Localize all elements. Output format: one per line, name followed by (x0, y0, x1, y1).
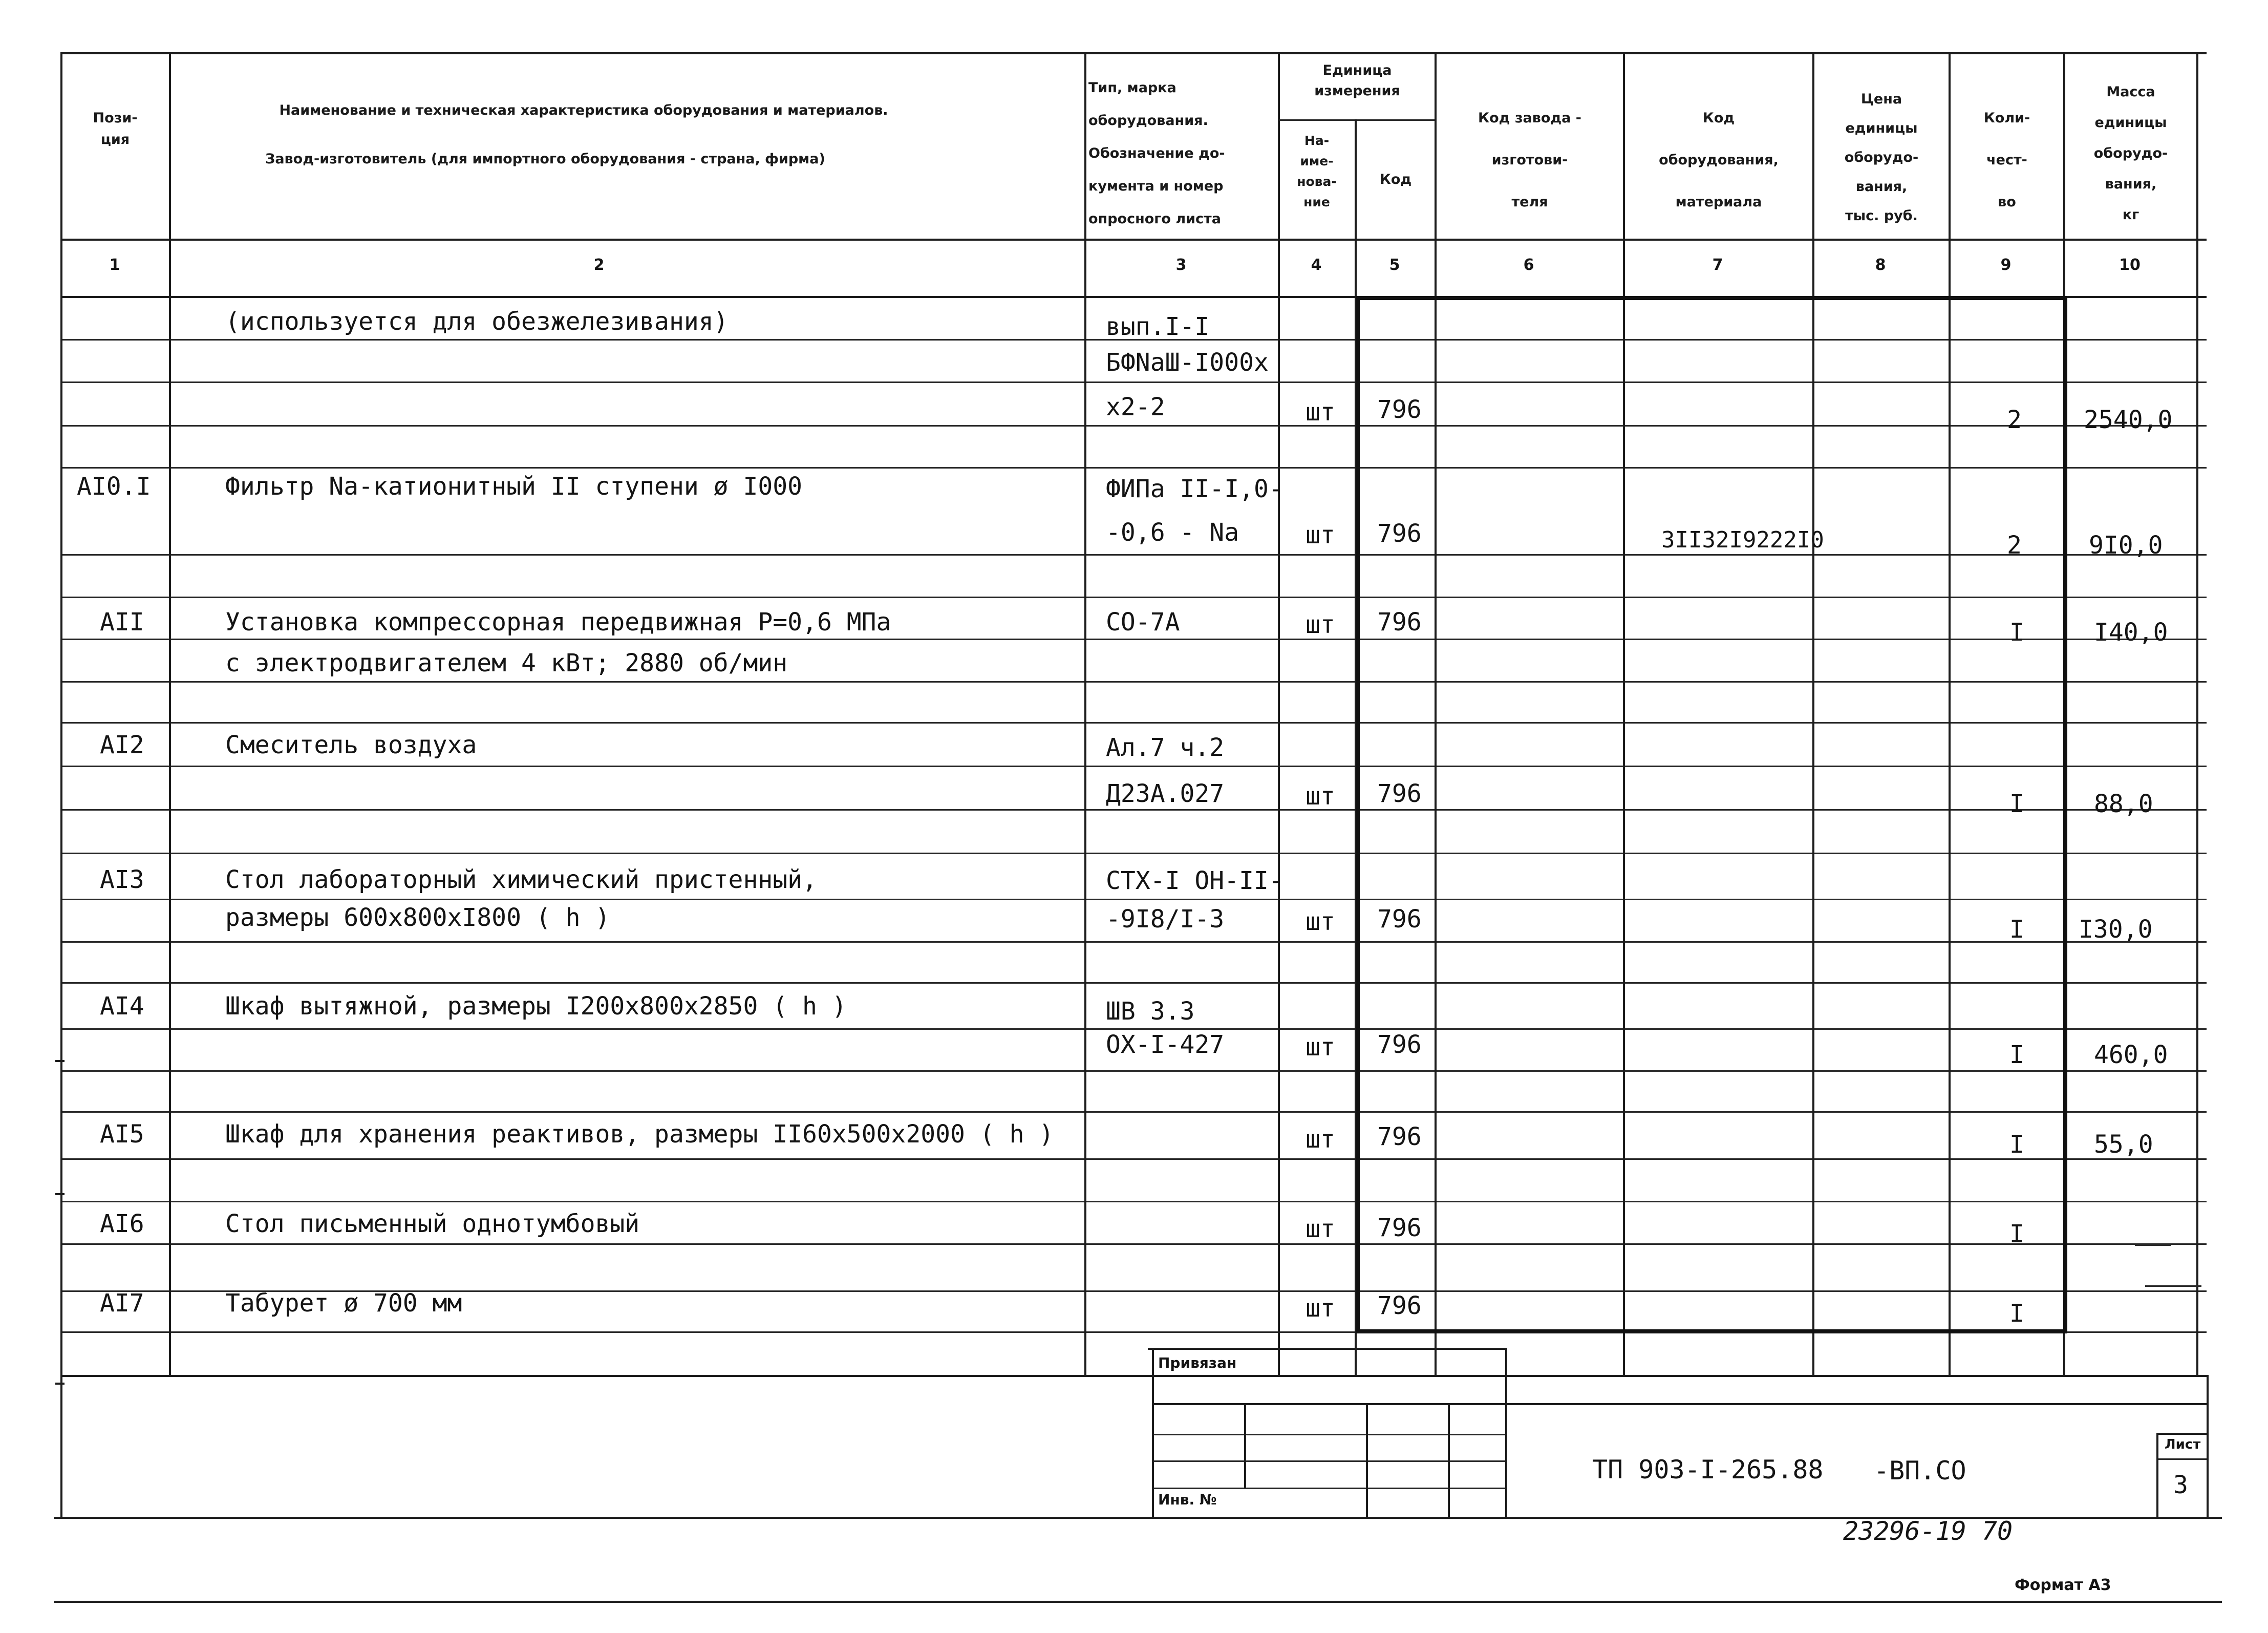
table-row: I (2009, 790, 2024, 818)
table-row: СО-7А (1106, 608, 1180, 637)
header-equipment-code: Код оборудования, материала (1659, 110, 1779, 210)
table-row: шт (1306, 398, 1335, 427)
table-row: 796 (1377, 395, 1422, 424)
table-row: -0,6 - Nа (1106, 518, 1239, 547)
table-row: 796 (1377, 905, 1422, 934)
column-number: 2 (593, 256, 605, 274)
table-row: 9I0,0 (2089, 531, 2163, 560)
table-row: Табурет ø 700 мм (225, 1289, 462, 1318)
table-row: шт (1306, 521, 1335, 549)
table-row: 2 (2007, 406, 2022, 434)
table-row: 3II32I9222I0 (1661, 527, 1824, 553)
privyazan-label: Привязан (1158, 1354, 1237, 1371)
table-row: шт (1306, 1294, 1335, 1323)
table-row: AI4 (100, 992, 144, 1021)
header-factory-code: Код завода - изготови- теля (1478, 110, 1581, 210)
document-code: ТП 903-I-265.88 (1592, 1455, 1824, 1484)
table-row: I (2009, 915, 2024, 944)
archive-number: 23296-19 70 (1843, 1516, 2013, 1546)
table-row: ФИПа II-I,0- (1106, 475, 1283, 503)
column-number: 4 (1311, 256, 1322, 274)
header-unit-code: Код (1379, 172, 1412, 187)
header-unit-group: Единица измерения (1314, 62, 1400, 99)
table-row: Шкаф для хранения реактивов, размеры II60х500х2000 ( h ) (225, 1120, 1054, 1149)
table-row: 796 (1377, 519, 1422, 548)
sheet-number: 3 (2173, 1471, 2188, 1499)
table-row: I (2009, 1041, 2024, 1069)
column-number: 3 (1175, 256, 1187, 274)
table-row: 796 (1377, 1291, 1422, 1320)
table-row: I40,0 (2094, 618, 2168, 647)
table-row: AI0.I (77, 472, 151, 501)
column-number: 7 (1712, 256, 1723, 274)
table-row: Стол лабораторный химический пристенный, (225, 865, 817, 894)
table-row: I (2009, 1130, 2024, 1159)
table-row: Установка компрессорная передвижная Р=0,6 МПа (225, 608, 891, 637)
format-label: Формат А3 (2015, 1576, 2111, 1594)
table-row: 2 (2007, 531, 2022, 560)
sheet-label: Лист (2165, 1437, 2201, 1452)
column-number: 9 (2000, 256, 2012, 274)
table-row: шт (1306, 782, 1335, 811)
header-mass: Масса единицы оборудо- вания, кг (2093, 84, 2168, 223)
table-row: с электродвигателем 4 кВт; 2880 об/мин (225, 649, 788, 677)
table-row: I30,0 (2079, 915, 2153, 944)
column-number: 6 (1523, 256, 1534, 274)
table-row: Шкаф вытяжной, размеры I200х800х2850 ( h ) (225, 992, 847, 1021)
header-position: Пози- ция (93, 110, 138, 147)
table-row: шт (1306, 907, 1335, 936)
inventory-number-label: Инв. № (1158, 1491, 1217, 1508)
table-row: -9I8/I-3 (1106, 905, 1225, 934)
table-row: вып.I-I (1106, 312, 1210, 341)
table-row: AII (100, 608, 144, 637)
table-row: 460,0 (2094, 1041, 2168, 1069)
table-row: 796 (1377, 608, 1422, 637)
table-row: AI3 (100, 865, 144, 894)
table-row: х2-2 (1106, 393, 1165, 421)
table-row: I (2009, 1220, 2024, 1248)
table-row: I (2009, 618, 2024, 647)
document-suffix: -ВП.СО (1874, 1456, 1966, 1486)
column-number: 8 (1875, 256, 1886, 274)
table-row: 796 (1377, 1214, 1422, 1242)
table-row: БФNаШ-I000х (1106, 348, 1269, 377)
table-row: Смеситель воздуха (225, 731, 477, 759)
table-row: размеры 600х800хI800 ( h ) (225, 903, 610, 932)
header-type: Тип, марка оборудования. Обозначение до- кумента и номер опросного листа (1088, 80, 1225, 227)
table-row: Фильтр Nа-катионитный II ступени ø I000 (225, 472, 803, 501)
header-unit-name: На- име- нова- ние (1297, 133, 1337, 209)
column-number: 1 (109, 256, 120, 274)
table-row: шт (1306, 1033, 1335, 1062)
table-row: ОХ-I-427 (1106, 1030, 1225, 1059)
column-number: 10 (2119, 256, 2141, 274)
table-row: 55,0 (2094, 1130, 2153, 1159)
table-row: 796 (1377, 779, 1422, 808)
header-name-line1: Наименование и техническая характеристика оборудования и материалов. (279, 102, 888, 118)
table-row: AI6 (100, 1210, 144, 1238)
table-row: AI5 (100, 1120, 144, 1149)
table-row: шт (1306, 1125, 1335, 1154)
table-row: 796 (1377, 1030, 1422, 1059)
table-row: I (2009, 1299, 2024, 1328)
table-row: ШВ 3.3 (1106, 997, 1195, 1026)
table-row: СТХ-I ОН-II- (1106, 866, 1283, 895)
table-row: шт (1306, 610, 1335, 639)
table-row: Д23А.027 (1106, 779, 1225, 808)
table-row: 2540,0 (2084, 406, 2173, 434)
table-row: AI2 (100, 731, 144, 759)
table-row: (используется для обезжелезивания) (225, 307, 729, 336)
header-quantity: Коли- чест- во (1983, 110, 2030, 210)
column-number: 5 (1389, 256, 1400, 274)
table-row: AI7 (100, 1289, 144, 1318)
header-price: Цена единицы оборудо- вания, тыс. руб. (1844, 91, 1919, 224)
table-row: Ал.7 ч.2 (1106, 733, 1225, 762)
header-name-line2: Завод-изготовитель (для импортного оборудования - страна, фирма) (265, 151, 825, 167)
table-row: шт (1306, 1215, 1335, 1243)
table-row: Стол письменный однотумбовый (225, 1210, 640, 1238)
table-row: 88,0 (2094, 790, 2153, 818)
table-row: 796 (1377, 1122, 1422, 1151)
